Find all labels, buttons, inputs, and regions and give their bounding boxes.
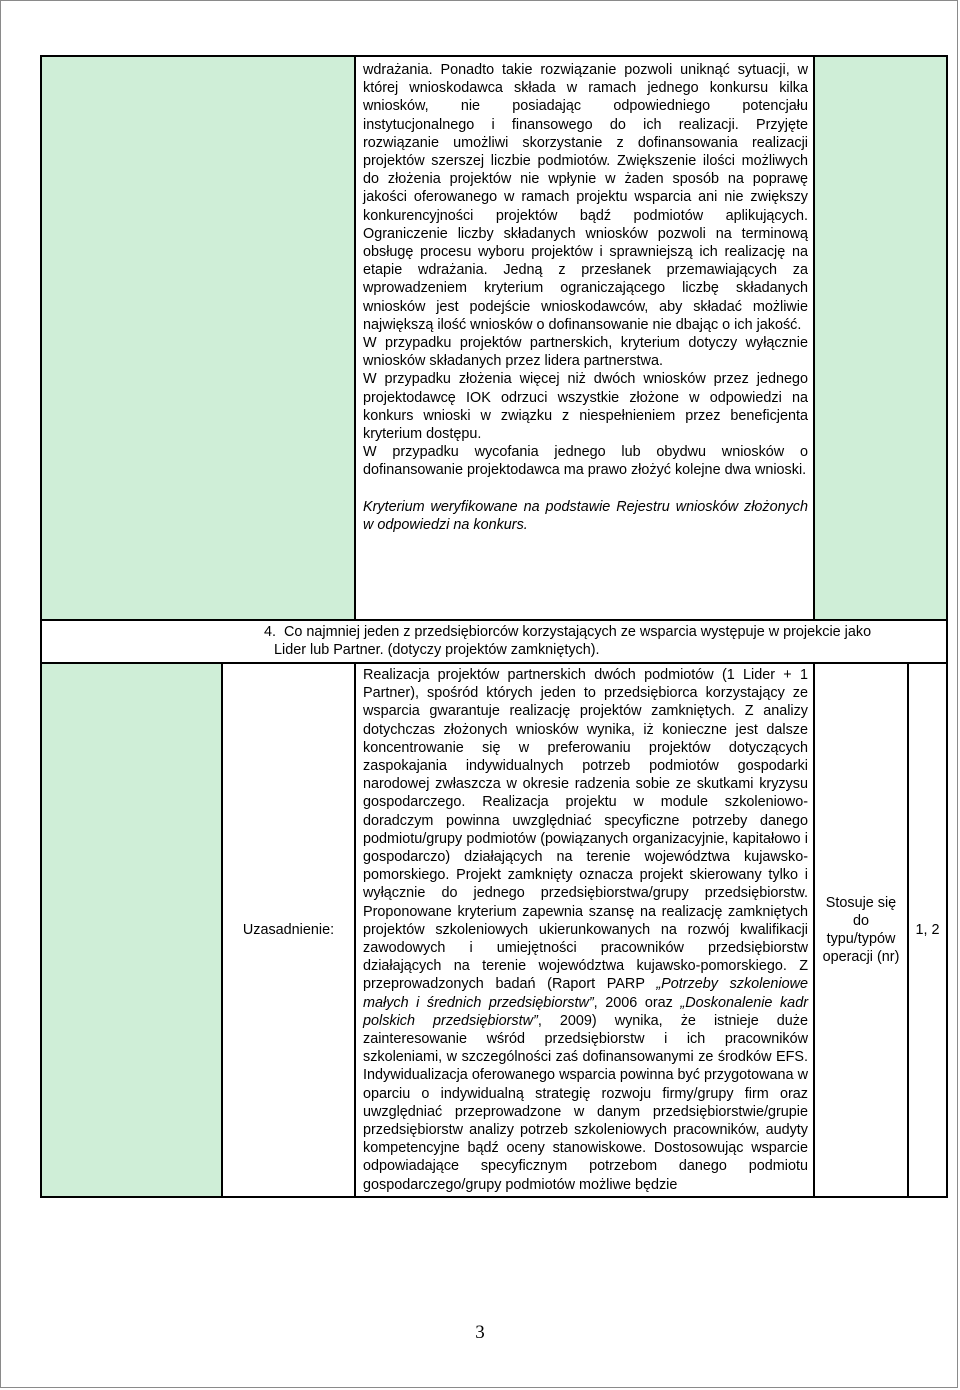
continuation-cell [355, 56, 814, 620]
criterion-line1: Co najmniej jeden z przedsiębiorców korzystających ze wsparcia występuje w projekcie jako [284, 624, 872, 640]
green-cell-right [814, 56, 947, 620]
report-title-2: „Doskonalenie kadr polskich przedsiębiorstw” [363, 994, 808, 1029]
criterion-number: 4. [264, 624, 277, 640]
continuation-paragraph: wdrażania. Ponadto takie rozwiązanie pozwoli uniknąć sytuacji, w której wnioskodawca składa w ramach jednego konkursu kilka wniosków, nie posiadając odpowiedniego potencjału instytucjonalnego i finansowego do ich realizacji. Przyjęte rozwiązanie umożliwi skorzystanie z dofinansowania realizacji projektów szerszej liczbie podmiotów. Zwiększenie ilości możliwych do złożenia projektów nie wpłynie w żaden sposób na poprawę jakości oferowanego w ramach projektu wsparcia ani nie zwiększy konkurencyjności projektów bądź podmiotów aplikujących. Ograniczenie liczby składanych wniosków pozwoli na terminową obsługę procesu wyboru projektów i sprawniejszą ich realizację na etapie wdrażania. Jedną z przesłanek przemawiających za wprowadzeniem kryterium ograniczającego liczbę składanych wniosków jest podejście wnioskodawców, aby składać możliwie największą ilość wniosków o dofinansowanie nie dbając o ich jakość. [363, 62, 808, 333]
criterion-line2: Lider lub Partner. (dotyczy projektów zamkniętych). [274, 642, 600, 658]
applies-to-values: 1, 2 [908, 663, 947, 1197]
continuation-paragraph: W przypadku projektów partnerskich, kryterium dotyczy wyłącznie wniosków składanych przez lidera partnerstwa. [363, 335, 808, 370]
criterion-text [264, 623, 940, 659]
justification-label: Uzasadnienie: [222, 663, 355, 1197]
continuation-paragraph: W przypadku wycofania jednego lub obydwu wniosków o dofinansowanie projektodawca ma prawo złożyć kolejne dwa wnioski. [363, 444, 808, 479]
justification-row [41, 663, 947, 1197]
criterion-row [41, 620, 947, 663]
justification-cell [355, 663, 814, 1197]
verification-note: Kryterium weryfikowane na podstawie Rejestru wniosków złożonych w odpowiedzi na konkurs. [363, 498, 808, 533]
continuation-row [41, 56, 947, 620]
green-cell-left [41, 56, 355, 620]
report-title-1: „Potrzeby szkoleniowe małych i średnich przedsiębiorstw” [363, 976, 808, 1011]
criteria-table [40, 55, 948, 1198]
criterion-cell [41, 620, 947, 663]
green-cell-justification [41, 663, 222, 1197]
continuation-paragraph: W przypadku złożenia więcej niż dwóch wniosków przez jednego projektodawcę IOK odrzuci wszystkie złożone w odpowiedzi na konkurs wnioski w związku z niespełnieniem przez beneficjenta kryterium dostępu. [363, 371, 808, 443]
page-number: 3 [475, 1322, 485, 1343]
applies-to-label: Stosuje się do typu/typów operacji (nr) [814, 663, 908, 1197]
justification-text: Realizacja projektów partnerskich dwóch podmiotów (1 Lider + 1 Partner), spośród których jeden to przedsiębiorca korzystający ze wsparcia gwarantuje realizację projektów zamkniętych. Z analizy dotychczas złożonych wniosków wynika, iż konieczne jest dalsze koncentrowanie się w preferowaniu projektów dotyczących zaspokajania indywidualnych potrzeb podmiotów gospodarki narodowej zwłaszcza w okresie radzenia sobie ze skutkami kryzysu gospodarczego. Realizacja projektu w module szkoleniowo-doradczym powinna uwzględniać specyficzne potrzeby danego podmiotu/grupy podmiotów (powiązanych organizacyjnie, kapitałowo i gospodarczo) działających na terenie województwa kujawsko-pomorskiego. Projekt zamknięty oznacza projekt skierowany tylko i wyłącznie do jednego przedsiębiorstwa/grupy przedsiębiorstw. Proponowane kryterium zapewnia szansę na realizację zamkniętych projektów szkoleniowych ukierunkowanych na rozwój kwalifikacji zawodowych i umiejętności pracowników przedsiębiorstw działających na terenie województwa kujawsko-pomorskiego. Z przeprowadzonych badań (Raport PARP „Potrzeby szkoleniowe małych i średnich przedsiębiorstw”, 2006 oraz „Doskonalenie kadr polskich przedsiębiorstw”, 2009) wynika, że istnieje duże zainteresowanie wśród przedsiębiorstw i ich pracowników szkoleniami, w szczególności zaś dofinansowanymi ze środków EFS. Indywidualizacja oferowanego wsparcia powinna być przygotowana w oparciu o indywidualną strategię rozwoju firmy/grupy firm oraz uwzględniać przeprowadzone w danym przedsiębiorstwie/grupie przedsiębiorstw analizy potrzeb szkoleniowych pracowników, audyty kompetencyjne bądź oceny stanowiskowe. Dostosowując wsparcie odpowiadające specyficznym potrzebom danego podmiotu gospodarczego/grupy podmiotów możliwe będzie [363, 667, 809, 1193]
